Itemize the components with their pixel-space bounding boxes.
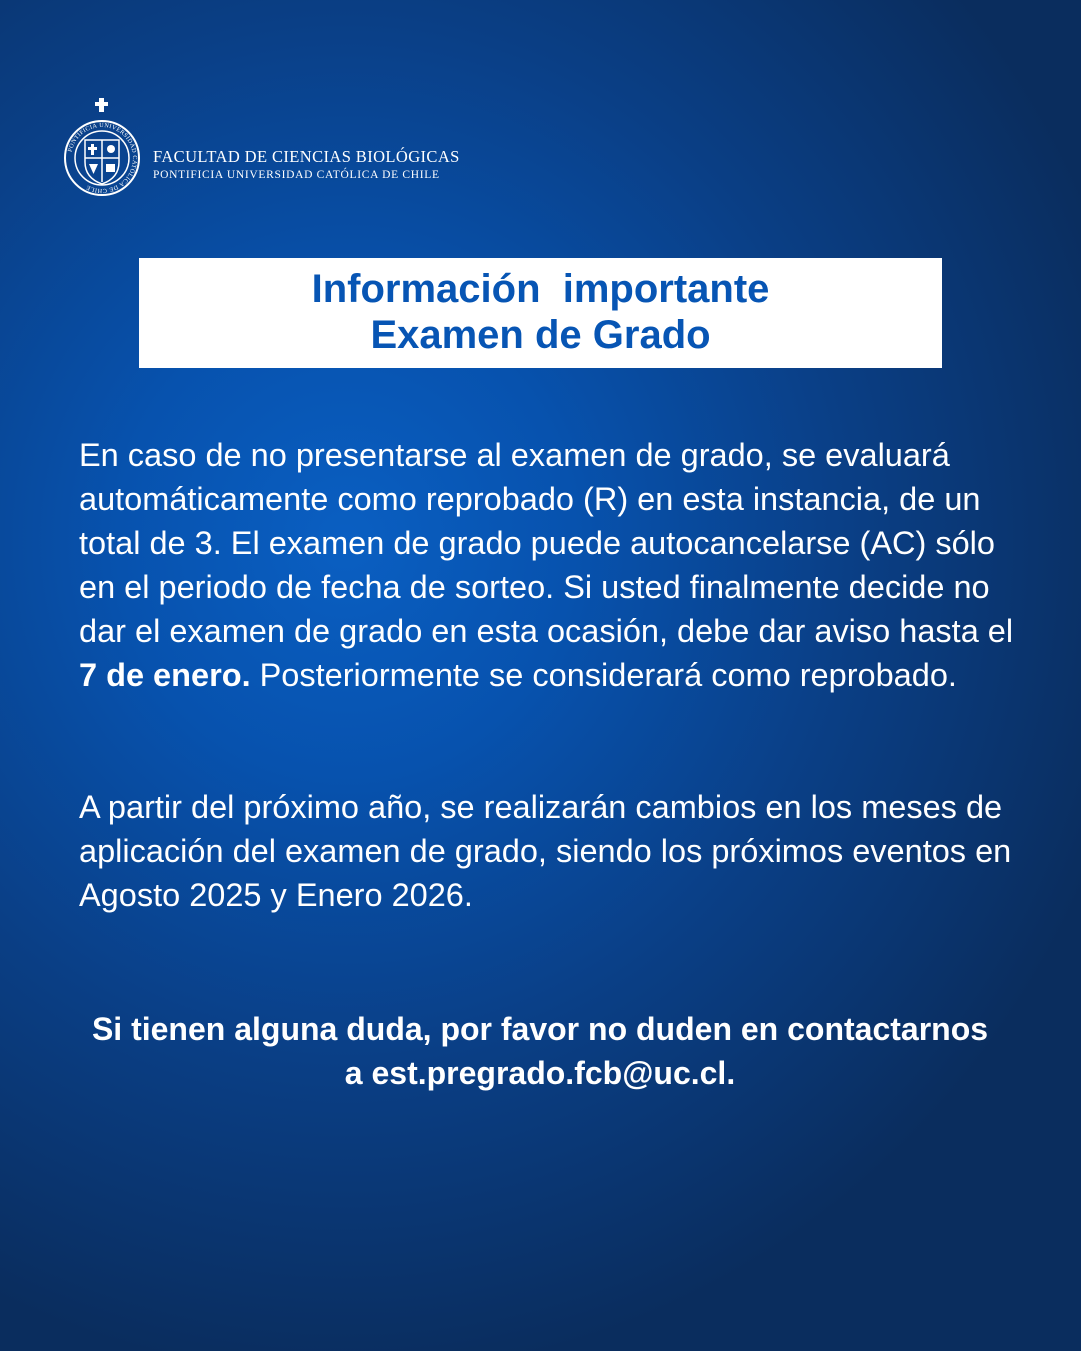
- deadline-date: 7 de enero.: [79, 656, 251, 693]
- seal-cross-icon: [95, 98, 108, 112]
- schedule-change-paragraph: A partir del próximo año, se realizarán cambios en los meses de aplicación del examen de grado, siendo los próximos eventos en Agosto 2025 y Enero 2026.: [79, 789, 1012, 913]
- title-line-2: Examen de Grado: [370, 313, 711, 357]
- seal-text: PONTIFICIA UNIVERSIDAD CATÓLICA DE CHILE: [66, 121, 139, 195]
- faculty-logo: [63, 98, 523, 208]
- university-name: PONTIFICIA UNIVERSIDAD CATÓLICA DE CHILE: [153, 169, 440, 181]
- title-line-1: Información importante: [311, 267, 770, 311]
- faculty-name: FACULTAD DE CIENCIAS BIOLÓGICAS: [153, 147, 460, 166]
- paragraph-1-text-end: Posteriormente se considerará como reprobado.: [250, 656, 957, 693]
- exam-absence-paragraph: [79, 434, 1024, 697]
- title-banner: [139, 258, 942, 368]
- contact-message: Si tienen alguna duda, por favor no duden en contactarnos a est.pregrado.fcb@uc.cl.: [91, 1011, 989, 1091]
- paragraph-1-text: En caso de no presentarse al examen de grado, se evaluará automáticamente como reprobado (R) en esta instancia, de un total de 3. El examen de grado puede autocancelarse (AC) sólo en el periodo de fecha de sorteo. Si usted finalmente decide no dar el examen de grado en esta ocasión, debe dar aviso hasta el: [79, 437, 1014, 649]
- university-seal-icon: [63, 98, 141, 206]
